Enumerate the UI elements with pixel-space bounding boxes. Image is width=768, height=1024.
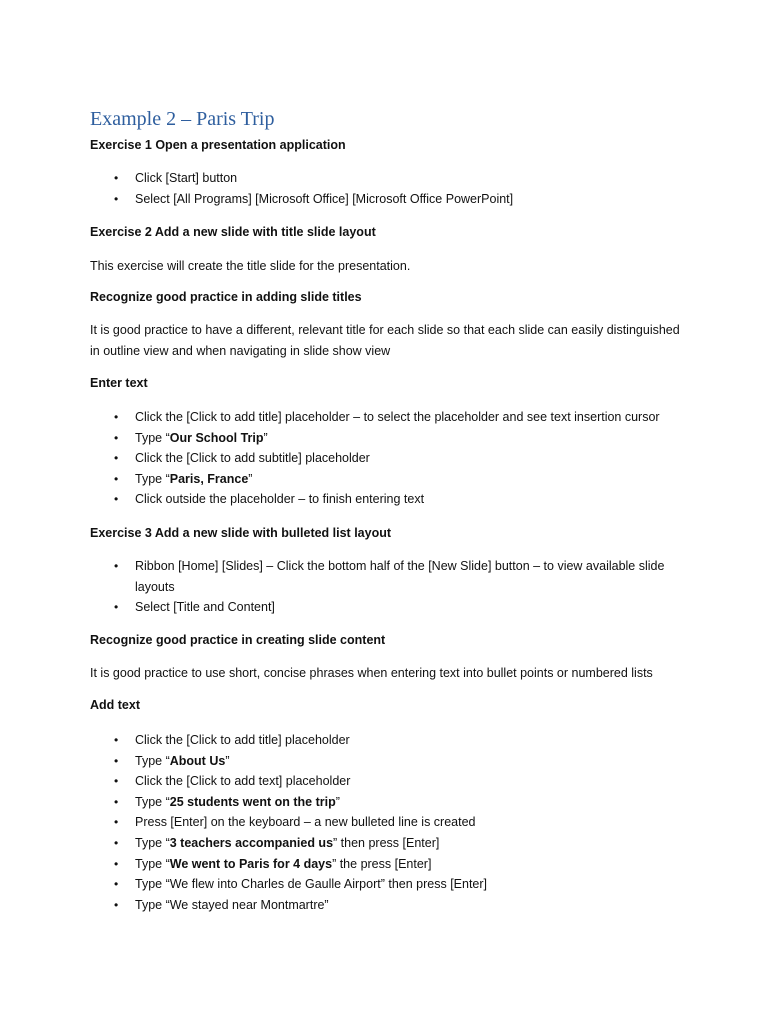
exercise-1-heading: Exercise 1 Open a presentation application	[90, 138, 346, 152]
exercise-1-list	[90, 168, 690, 209]
list-item: • Type “We stayed near Montmartre”	[90, 895, 690, 916]
bullet-icon: •	[114, 733, 119, 747]
list-item: • Type “3 teachers accompanied us” then press [Enter]	[90, 833, 690, 854]
bullet-icon: •	[114, 191, 119, 206]
bullet-icon: •	[114, 451, 119, 466]
exercise-2-intro: This exercise will create the title slide for the presentation.	[90, 259, 411, 273]
add-text-heading: Add text	[90, 698, 140, 712]
document-title: Example 2 – Paris Trip	[90, 108, 275, 130]
practice-titles-text: It is good practice to have a different, relevant title for each slide so that each slide can easily distinguished in outline view and when navigating in slide show view	[90, 323, 680, 358]
bullet-icon: •	[114, 471, 119, 486]
list-item: • Type “We went to Paris for 4 days” the press [Enter]	[90, 854, 690, 875]
bullet-icon: •	[114, 815, 119, 830]
exercise-3-heading: Exercise 3 Add a new slide with bulleted list layout	[90, 526, 392, 540]
add-text-list	[90, 730, 690, 915]
bullet-icon: •	[114, 794, 119, 809]
list-item: • Type “25 students went on the trip”	[90, 792, 690, 813]
list-item: • Click [Start] button	[90, 168, 690, 189]
list-item: • Click the [Click to add subtitle] placeholder	[90, 448, 690, 469]
list-item: • Ribbon [Home] [Slides] – Click the bottom half of the [New Slide] button – to view available slide layouts	[90, 556, 690, 597]
list-item: • Click the [Click to add title] placeholder	[90, 730, 690, 751]
list-item: • Type “Paris, France”	[90, 469, 690, 490]
practice-content-heading: Recognize good practice in creating slide content	[90, 633, 386, 647]
bullet-icon: •	[114, 600, 119, 615]
bullet-icon: •	[114, 492, 119, 507]
bullet-icon: •	[114, 774, 119, 789]
list-item: • Click the [Click to add title] placeholder – to select the placeholder and see text insertion cursor	[90, 407, 690, 428]
bullet-icon: •	[114, 877, 119, 892]
list-item: • Type “We flew into Charles de Gaulle Airport” then press [Enter]	[90, 874, 690, 895]
list-item: • Select [All Programs] [Microsoft Office] [Microsoft Office PowerPoint]	[90, 189, 690, 210]
exercise-3-list	[90, 556, 690, 618]
enter-text-list	[90, 407, 690, 510]
list-item: • Type “Our School Trip”	[90, 428, 690, 449]
bullet-icon: •	[114, 897, 119, 912]
bullet-icon: •	[114, 835, 119, 850]
list-item: • Click the [Click to add text] placeholder	[90, 771, 690, 792]
bullet-icon: •	[114, 753, 119, 768]
bullet-icon: •	[114, 410, 119, 424]
list-item: • Click outside the placeholder – to finish entering text	[90, 489, 690, 510]
practice-content-text: It is good practice to use short, concise phrases when entering text into bullet points or numbered lists	[90, 666, 653, 680]
exercise-2-heading: Exercise 2 Add a new slide with title slide layout	[90, 225, 376, 239]
practice-titles-heading: Recognize good practice in adding slide titles	[90, 290, 362, 304]
enter-text-heading: Enter text	[90, 376, 148, 390]
bullet-icon: •	[114, 559, 119, 573]
list-item: • Type “About Us”	[90, 751, 690, 772]
list-item: • Press [Enter] on the keyboard – a new bulleted line is created	[90, 812, 690, 833]
list-item: • Select [Title and Content]	[90, 597, 690, 618]
bullet-icon: •	[114, 171, 119, 185]
bullet-icon: •	[114, 856, 119, 871]
bullet-icon: •	[114, 430, 119, 445]
